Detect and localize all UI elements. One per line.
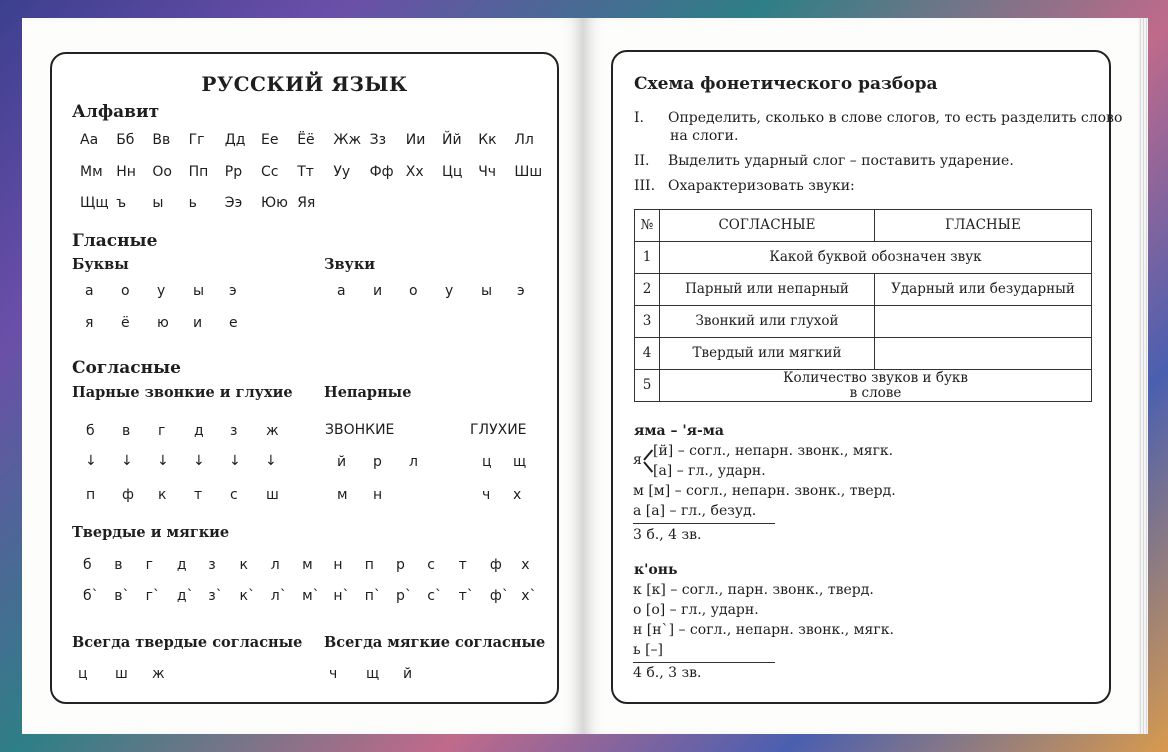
- always-hard-letter: ш: [115, 666, 128, 682]
- table-cell: 3: [635, 306, 660, 338]
- alphabet-letter: Пп: [188, 164, 209, 180]
- soft-consonant: т`: [458, 588, 474, 604]
- paired-voiced-letter: ж: [266, 423, 279, 439]
- hard-consonant: с: [427, 557, 435, 573]
- soft-consonant: с`: [427, 588, 442, 604]
- phonetic-table: [634, 209, 1092, 402]
- paired-voiceless-letter: с: [230, 487, 238, 503]
- hard-consonant: х: [521, 557, 530, 573]
- soft-consonant: п`: [364, 588, 381, 604]
- unpaired-voiceless-letter: х: [513, 487, 522, 503]
- paired-voiced-letter: в: [122, 423, 131, 439]
- soft-consonant: н`: [333, 588, 350, 604]
- alphabet-letter: Цц: [442, 164, 463, 180]
- alphabet-letter: Тт: [297, 164, 314, 180]
- unpaired-voiceless-letter: щ: [513, 454, 527, 470]
- down-arrow-icon: ↓: [229, 453, 241, 469]
- step-1-text-cont: на слоги.: [670, 128, 739, 144]
- down-arrow-icon: ↓: [157, 453, 169, 469]
- table-row: [635, 306, 1092, 338]
- russian-language-card: [50, 52, 559, 704]
- hard-consonant: к: [239, 557, 248, 573]
- always-hard-letter: ж: [152, 666, 165, 682]
- unpaired-voiced-letter: н: [373, 487, 383, 503]
- step-2-num: II.: [634, 153, 650, 169]
- voiced-label: ЗВОНКИЕ: [325, 422, 395, 438]
- alphabet-letter: Жж: [333, 132, 362, 148]
- always-soft-letter: ч: [329, 666, 338, 682]
- alphabet-letter: Фф: [369, 164, 394, 180]
- alphabet-letter: Шш: [514, 164, 543, 180]
- soft-consonant: л`: [270, 588, 287, 604]
- hard-consonant: в: [114, 557, 123, 573]
- table-cell: №: [635, 210, 660, 242]
- vowel-letter: ы: [193, 283, 205, 299]
- alphabet-letter: ъ: [116, 195, 127, 211]
- vowel-letter: а: [85, 283, 94, 299]
- hard-soft-label: Твердые и мягкие: [72, 524, 230, 541]
- soft-consonant: г`: [145, 588, 160, 604]
- vowel-letter: ю: [157, 315, 169, 331]
- table-cell: 2: [635, 274, 660, 306]
- hard-consonant: з: [208, 557, 216, 573]
- vowel-letter: и: [193, 315, 203, 331]
- vowel-letter: е: [229, 315, 238, 331]
- vowel-sound: и: [373, 283, 383, 299]
- alphabet-letter: Ёё: [297, 132, 315, 148]
- table-cell: Какой буквой обозначен звук: [660, 242, 1092, 274]
- always-soft-label: Всегда мягкие согласные: [324, 634, 546, 651]
- consonants-heading: Согласные: [72, 358, 181, 378]
- alphabet-letter: Уу: [333, 164, 351, 180]
- unpaired-voiced-letter: м: [337, 487, 348, 503]
- hard-consonant: б: [83, 557, 92, 573]
- example-1-line: [й] – согл., непарн. звонк., мягк.: [653, 443, 894, 459]
- phonetic-analysis-card: [611, 50, 1123, 704]
- table-cell-line: Количество звуков и букв: [783, 369, 968, 386]
- unpaired-voiced-letter: й: [337, 454, 347, 470]
- step-1-text: Определить, сколько в слове слогов, то есть разделить слово: [668, 110, 1123, 126]
- down-arrow-icon: ↓: [85, 453, 97, 469]
- table-cell: Твердый или мягкий: [660, 338, 875, 370]
- vowel-letter: э: [229, 283, 237, 299]
- table-cell: 5: [635, 370, 660, 402]
- example-2-line: ь [–]: [633, 642, 663, 658]
- hard-consonant: л: [270, 557, 280, 573]
- paired-voiceless-letter: ф: [122, 487, 134, 503]
- example-2-line: о [о] – гл., ударн.: [633, 602, 759, 618]
- step-3-text: Охарактеризовать звуки:: [668, 178, 855, 194]
- alphabet-letter: Щщ: [80, 195, 109, 211]
- always-hard-label: Всегда твердые согласные: [72, 634, 303, 651]
- table-cell: Парный или непарный: [660, 274, 875, 306]
- hard-consonant: г: [145, 557, 153, 573]
- paired-label: Парные звонкие и глухие: [72, 384, 293, 401]
- down-arrow-icon: ↓: [265, 453, 277, 469]
- divider: [633, 523, 775, 524]
- hard-consonant: н: [333, 557, 343, 573]
- divider: [633, 662, 775, 663]
- example-1-word: яма – 'я-ма: [634, 423, 724, 439]
- table-cell: Звонкий или глухой: [660, 306, 875, 338]
- alphabet-letter: Мм: [80, 164, 103, 180]
- branch-line: [643, 461, 653, 472]
- paired-voiced-letter: б: [86, 423, 95, 439]
- soft-consonant: к`: [239, 588, 255, 604]
- always-soft-letter: й: [403, 666, 413, 682]
- example-1-line: а [а] – гл., безуд.: [633, 503, 757, 519]
- alphabet-letter: Йй: [442, 132, 462, 148]
- alphabet-letter: Гг: [188, 132, 205, 148]
- scheme-title: Схема фонетического разбора: [634, 74, 938, 94]
- table-row: [635, 370, 1092, 402]
- alphabet-letter: Сс: [261, 164, 279, 180]
- alphabet-letter: Чч: [478, 164, 497, 180]
- alphabet-letter: Юю: [261, 195, 288, 211]
- unpaired-voiceless-letter: ч: [482, 487, 491, 503]
- table-cell: [875, 338, 1092, 370]
- vowel-letters-label: Буквы: [72, 256, 129, 273]
- alphabet-letter: ы: [152, 195, 164, 211]
- step-1-num: I.: [634, 110, 644, 126]
- branch-line: [643, 449, 653, 460]
- page-title: РУССКИЙ ЯЗЫК: [201, 72, 408, 96]
- example-2-total: 4 б., 3 зв.: [633, 665, 702, 681]
- hard-consonant: п: [364, 557, 374, 573]
- page-edges: [1138, 18, 1148, 734]
- vowels-heading: Гласные: [72, 231, 158, 251]
- vowel-sound: о: [409, 283, 418, 299]
- paired-voiced-letter: д: [194, 423, 204, 439]
- example-1-total: 3 б., 4 зв.: [633, 527, 702, 543]
- alphabet-letter: Кк: [478, 132, 497, 148]
- alphabet-letter: Бб: [116, 132, 135, 148]
- example-2-line: к [к] – согл., парн. звонк., тверд.: [633, 582, 874, 598]
- hard-consonant: р: [396, 557, 405, 573]
- example-1-line: [а] – гл., ударн.: [653, 463, 766, 479]
- alphabet-heading: Алфавит: [72, 102, 160, 122]
- soft-consonant: в`: [114, 588, 130, 604]
- paired-voiced-letter: з: [230, 423, 238, 439]
- soft-consonant: м`: [302, 588, 320, 604]
- paired-voiceless-letter: ш: [266, 487, 279, 503]
- example-1-letter: я: [633, 452, 642, 468]
- alphabet-letter: Ээ: [224, 195, 243, 211]
- alphabet-letter: Ии: [405, 132, 426, 148]
- table-cell: 1: [635, 242, 660, 274]
- step-3-num: III.: [634, 178, 656, 194]
- table-cell: [660, 370, 1092, 402]
- alphabet-letter: Дд: [224, 132, 246, 148]
- alphabet-letter: Лл: [514, 132, 534, 148]
- unpaired-voiceless-letter: ц: [482, 454, 492, 470]
- table-row: [635, 274, 1092, 306]
- unpaired-label: Непарные: [324, 384, 412, 401]
- paired-voiceless-letter: т: [194, 487, 203, 503]
- unpaired-voiced-letter: л: [409, 454, 418, 470]
- alphabet-letter: Рр: [224, 164, 243, 180]
- alphabet-letter: Оо: [152, 164, 172, 180]
- table-cell: Ударный или безударный: [875, 274, 1092, 306]
- table-header-row: [635, 210, 1092, 242]
- voiceless-label: ГЛУХИЕ: [470, 422, 527, 438]
- hard-consonant: д: [176, 557, 187, 573]
- vowel-letter: ё: [121, 315, 130, 331]
- unpaired-voiced-letter: р: [373, 454, 382, 470]
- paired-voiceless-letter: п: [86, 487, 96, 503]
- vowel-sound: ы: [481, 283, 493, 299]
- soft-consonant: б`: [83, 588, 99, 604]
- vowel-letter: у: [157, 283, 166, 299]
- hard-consonant: ф: [489, 557, 502, 573]
- alphabet-letter: Яя: [297, 195, 316, 211]
- soft-consonant: д`: [176, 588, 194, 604]
- hard-consonant: м: [302, 557, 313, 573]
- soft-consonant: р`: [396, 588, 412, 604]
- soft-consonant: з`: [208, 588, 223, 604]
- table-cell: ГЛАСНЫЕ: [875, 210, 1092, 242]
- table-cell: [875, 306, 1092, 338]
- alphabet-letter: Аа: [80, 132, 99, 148]
- table-row: [635, 242, 1092, 274]
- example-2-line: н [н`] – согл., непарн. звонк., мягк.: [633, 622, 894, 638]
- soft-consonant: ф`: [489, 588, 509, 604]
- table-cell-line: в слове: [849, 384, 902, 401]
- vowel-letter: я: [85, 315, 94, 331]
- vowel-sounds-label: Звуки: [324, 256, 376, 273]
- paired-voiceless-letter: к: [158, 487, 167, 503]
- vowel-sound: у: [445, 283, 454, 299]
- vowel-sound: э: [517, 283, 525, 299]
- paired-voiced-letter: г: [158, 423, 166, 439]
- hard-consonant: т: [458, 557, 467, 573]
- down-arrow-icon: ↓: [121, 453, 133, 469]
- always-hard-letter: ц: [78, 666, 88, 682]
- soft-consonant: х`: [521, 588, 537, 604]
- table-cell: 4: [635, 338, 660, 370]
- always-soft-letter: щ: [366, 666, 380, 682]
- alphabet-letter: Вв: [152, 132, 171, 148]
- example-2-word: к'онь: [634, 562, 678, 578]
- alphabet-letter: Ее: [261, 132, 279, 148]
- step-2-text: Выделить ударный слог – поставить ударение.: [668, 153, 1014, 169]
- table-cell: СОГЛАСНЫЕ: [660, 210, 875, 242]
- down-arrow-icon: ↓: [193, 453, 205, 469]
- vowel-sound: а: [337, 283, 346, 299]
- vowel-letter: о: [121, 283, 130, 299]
- alphabet-letter: ь: [188, 195, 197, 211]
- example-1-line: м [м] – согл., непарн. звонк., тверд.: [633, 483, 896, 499]
- alphabet-letter: Нн: [116, 164, 136, 180]
- alphabet-letter: Зз: [369, 132, 387, 148]
- table-row: [635, 338, 1092, 370]
- alphabet-letter: Хх: [405, 164, 424, 180]
